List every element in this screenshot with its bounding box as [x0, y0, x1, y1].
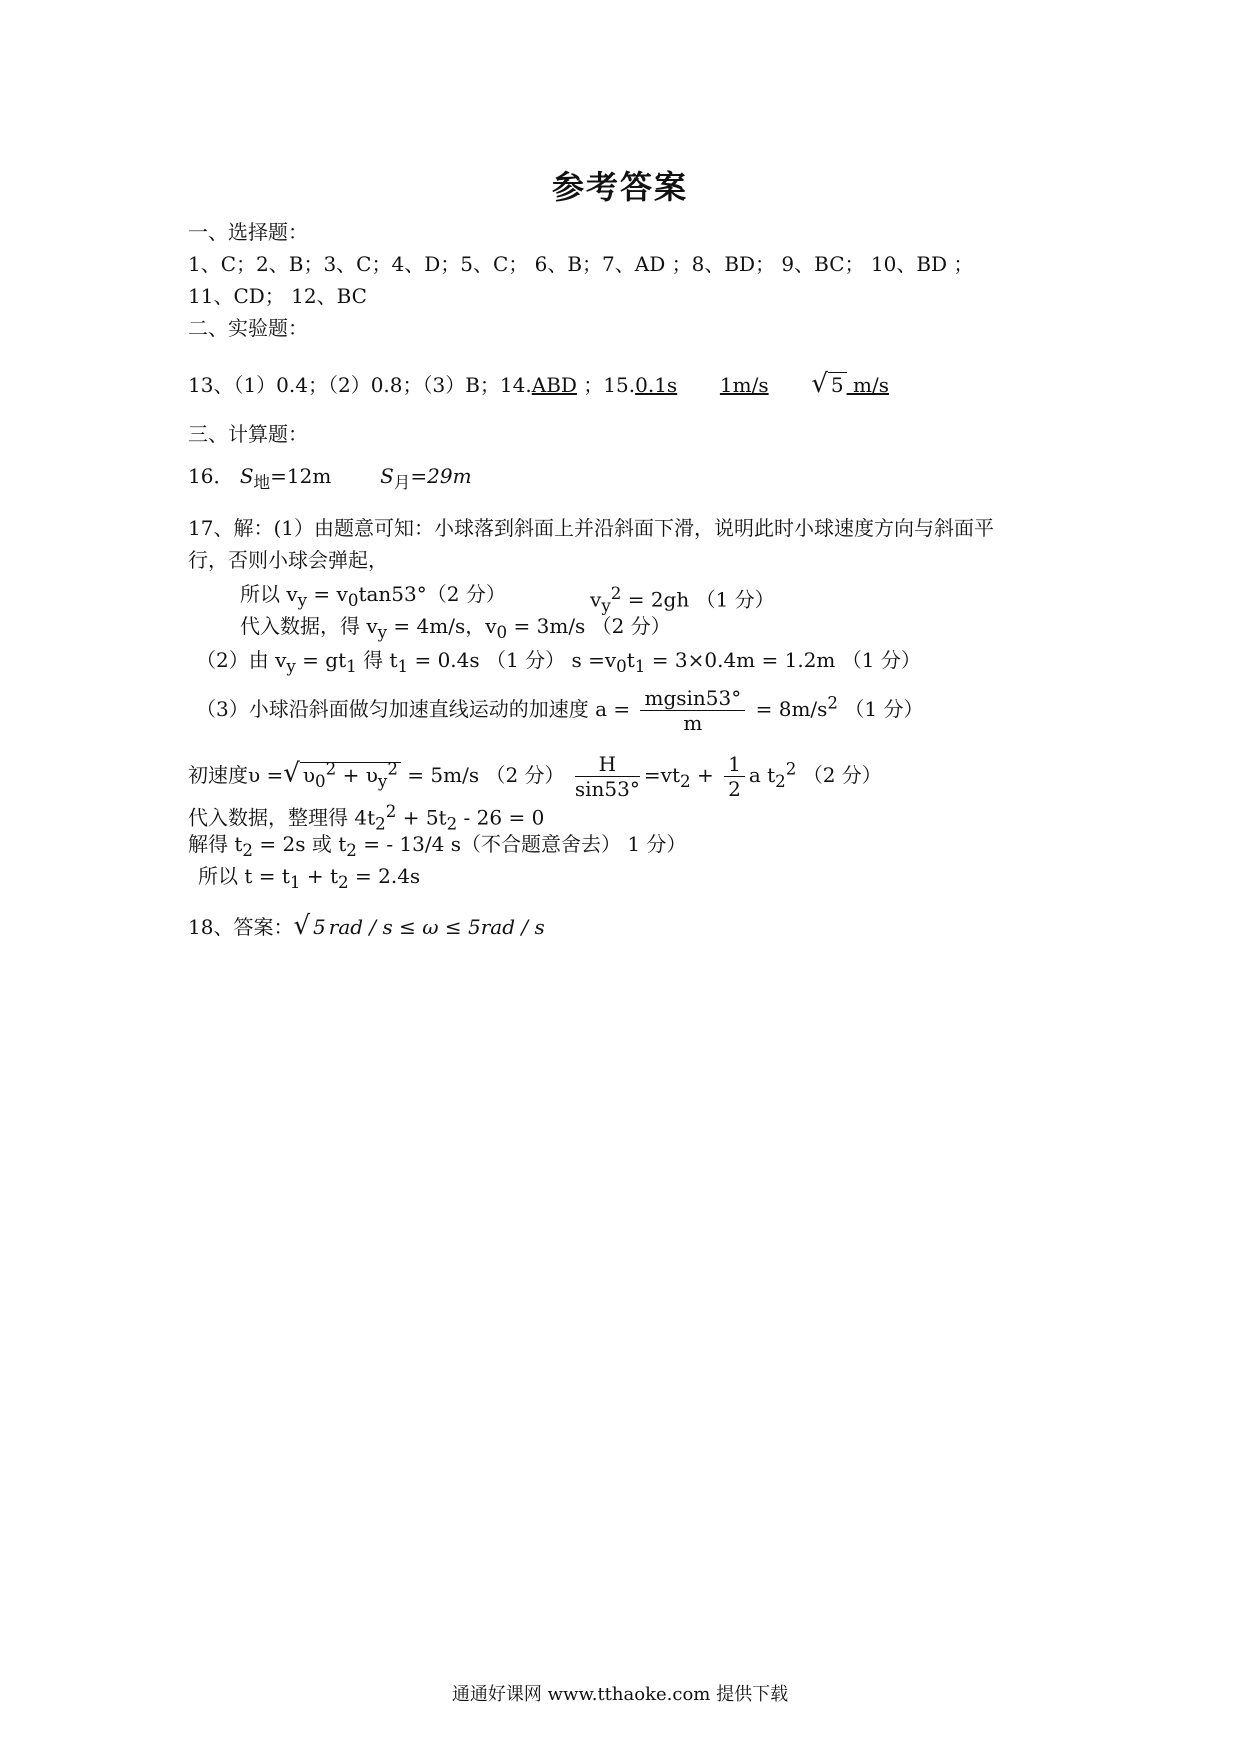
- q17-line-6: （3）小球沿斜面做匀加速直线运动的加速度 a = $\frac{mgsin53^\circ}{m}$ = $8m/s^2$ （1 分）: [196, 686, 924, 735]
- q15-answer-c: √ 5 m/s: [811, 369, 889, 399]
- section-choice-heading: 一、选择题：: [188, 220, 308, 244]
- fraction: $\frac{1}{2}$: [724, 752, 745, 801]
- fraction: $\frac{H}{\sin 53^\circ}$: [574, 752, 640, 801]
- q17-line-1: 17、解：(1）由题意可知：小球落到斜面上并沿斜面下滑，说明此时小球速度方向与斜面平: [188, 516, 994, 540]
- q13-mid: ；15.: [576, 373, 636, 397]
- q16-answer-line: 16． $S_地=12m$ $S_月=29m$: [188, 464, 472, 492]
- footer-credit: 通通好课网 www.tthaoke.com 提供下载: [451, 1684, 789, 1705]
- q17-line-3b: $v_y^2 = 2gh$ （1 分）: [590, 584, 775, 616]
- q17-line-8: 代入数据，整理得 $4t_2^2 + 5t_2 - 26 = 0$: [188, 802, 545, 834]
- choice-answers-line-1: 1、C；2、B；3、C；4、D；5、C； 6、B；7、AD ；8、BD； 9、BC； 10、BD ；: [188, 252, 974, 276]
- sqrt-symbol: √ $\upsilon_0^2 + \upsilon_y^2$: [283, 755, 401, 796]
- fraction: $\frac{mgsin53^\circ}{m}$: [640, 686, 745, 735]
- section-calc-heading: 三、计算题：: [188, 422, 308, 446]
- choice-answers-line-2: 11、CD； 12、BC: [188, 284, 367, 308]
- q13-answer-line: [188, 370, 889, 399]
- q17-line-10: 所以 $t = t_1 + t_2 = 2.4s$: [198, 864, 421, 892]
- sqrt-symbol: √ 5: [811, 370, 846, 399]
- q17-line-9: 解得 $t_2 = 2s$ 或 $t_2$ = - 13/4 s（不合题意舍去） 1 分）: [188, 832, 687, 860]
- q15-answer-b: 1m/s: [719, 373, 769, 397]
- q17-line-3a: 所以 $v_y = v_0\tan 53^\circ(2$ 分）: [240, 582, 506, 610]
- q14-answer: ABD: [531, 373, 577, 397]
- q18-answer-line: 18、答案：√ 5 rad / s ≤ ω ≤ 5rad / s: [188, 911, 545, 941]
- q13-prefix: 13、（1）0.4；（2）0.8；（3）B；14.: [188, 373, 532, 397]
- q17-line-7: 初速度υ =√ $\upsilon_0^2 + \upsilon_y^2 = 5m/s$ （2 分） $\frac{H}{\sin 53^\circ}$ $=vt_2$ + $\frac{1}{2}$ a $t_2^2$ （2 分）: [188, 752, 882, 801]
- q17-line-5: （2）由 $v_y = gt_1$ 得 $t_1 = 0.4s$ （1 分） $s =v_0t_1 = 3\times 0.4m = 1.2m$ （1 分）: [196, 648, 921, 676]
- q15-answer-a: 0.1s: [635, 373, 678, 397]
- page-title: 参考答案: [551, 168, 688, 206]
- q17-line-4: 代入数据，得 $v_y = 4m/s$，$v_0 = 3m/s$ （2 分）: [240, 614, 671, 642]
- q17-line-2: 行，否则小球会弹起，: [188, 548, 388, 572]
- sqrt-symbol: √ 5: [293, 911, 326, 941]
- section-experiment-heading: 二、实验题：: [188, 316, 308, 340]
